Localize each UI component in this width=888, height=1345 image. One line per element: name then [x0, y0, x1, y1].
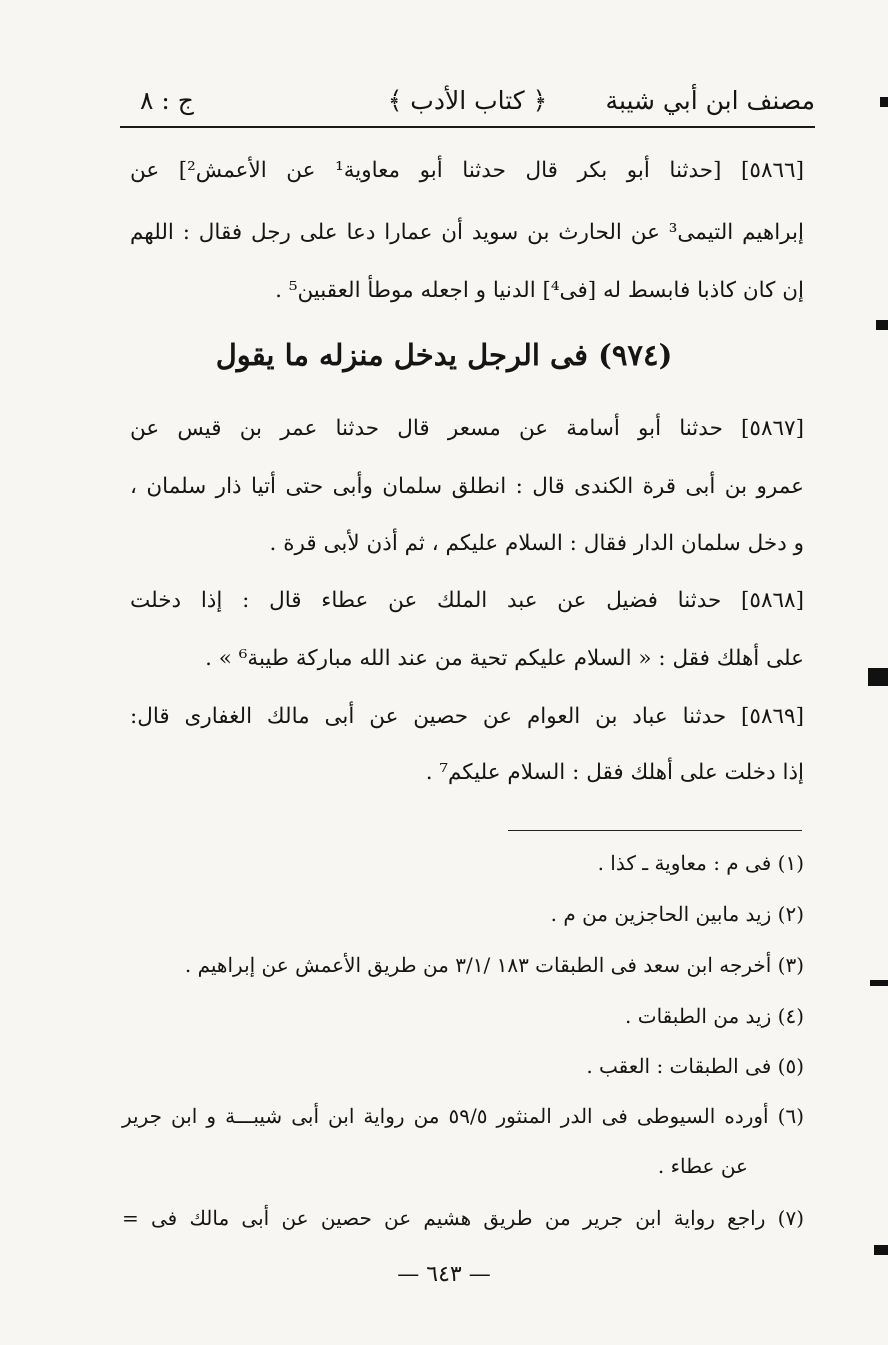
text-line: [٥٨٦٩] حدثنا عباد بن العوام عن حصين عن أبى مالك الغفارى قال: — [130, 704, 804, 729]
text-line: و دخل سلمان الدار فقال : السلام عليكم ، ثم أذن لأبى قرة . — [269, 531, 804, 556]
running-header — [120, 78, 815, 128]
footnote-separator — [508, 830, 802, 831]
scan-mark — [868, 668, 888, 686]
book-title: مصنف ابن أبي شيبة — [605, 86, 815, 115]
scan-mark — [870, 980, 888, 986]
footnote: (٣) أخرجه ابن سعد فى الطبقات ١٨٣ /٣/١ من طريق الأعمش عن إبراهيم . — [184, 953, 804, 977]
volume-number: ج : ٨ — [140, 86, 194, 115]
text-line: [٥٨٦٨] حدثنا فضيل عن عبد الملك عن عطاء قال : إذا دخلت — [130, 588, 804, 613]
text-line: إذا دخلت على أهلك فقل : السلام عليكم⁷ . — [425, 760, 804, 785]
scan-mark — [876, 320, 888, 330]
section-heading: (٩٧٤) فى الرجل يدخل منزله ما يقول — [215, 338, 673, 372]
scan-mark — [880, 97, 888, 107]
footnote: (٦) أورده السيوطى فى الدر المنثور ٥٩/٥ من رواية ابن أبى شيبـــة و ابن جرير — [122, 1104, 804, 1128]
footnote-continuation: عن عطاء . — [657, 1154, 748, 1178]
text-line: [٥٨٦٦] [حدثنا أبو بكر قال حدثنا أبو معاوية¹ عن الأعمش²] عن — [130, 158, 804, 183]
footnote: (٧) راجع رواية ابن جرير من طريق هشيم عن حصين عن أبى مالك فى = — [122, 1206, 804, 1230]
text-line: على أهلك فقل : « السلام عليكم تحية من عند الله مباركة طيبة⁶ » . — [205, 646, 804, 671]
footnote: (٥) فى الطبقات : العقب . — [586, 1054, 804, 1078]
text-line: عمرو بن أبى قرة الكندى قال : انطلق سلمان وأبى حتى أتيا ذار سلمان ، — [130, 474, 804, 499]
footnote: (٤) زيد من الطبقات . — [625, 1004, 804, 1028]
text-line: [٥٨٦٧] حدثنا أبو أسامة عن مسعر قال حدثنا عمر بن قيس عن — [130, 416, 804, 441]
footnote: (٢) زيد مابين الحاجزين من م . — [550, 902, 804, 926]
header-rule — [120, 126, 815, 128]
text-line: إن كان كاذبا فابسط له [فى⁴] الدنيا و اجعله موطأ العقبين⁵ . — [275, 278, 804, 303]
page-number: — ٦٤٣ — — [397, 1262, 491, 1287]
text-line: إبراهيم التيمى³ عن الحارث بن سويد أن عمارا دعا على رجل فقال : اللهم — [130, 220, 804, 245]
chapter-title: ﴿ كتاب الأدب ﴾ — [387, 86, 548, 115]
footnote: (١) فى م : معاوية ـ كذا . — [597, 851, 804, 875]
scan-mark — [874, 1245, 888, 1255]
